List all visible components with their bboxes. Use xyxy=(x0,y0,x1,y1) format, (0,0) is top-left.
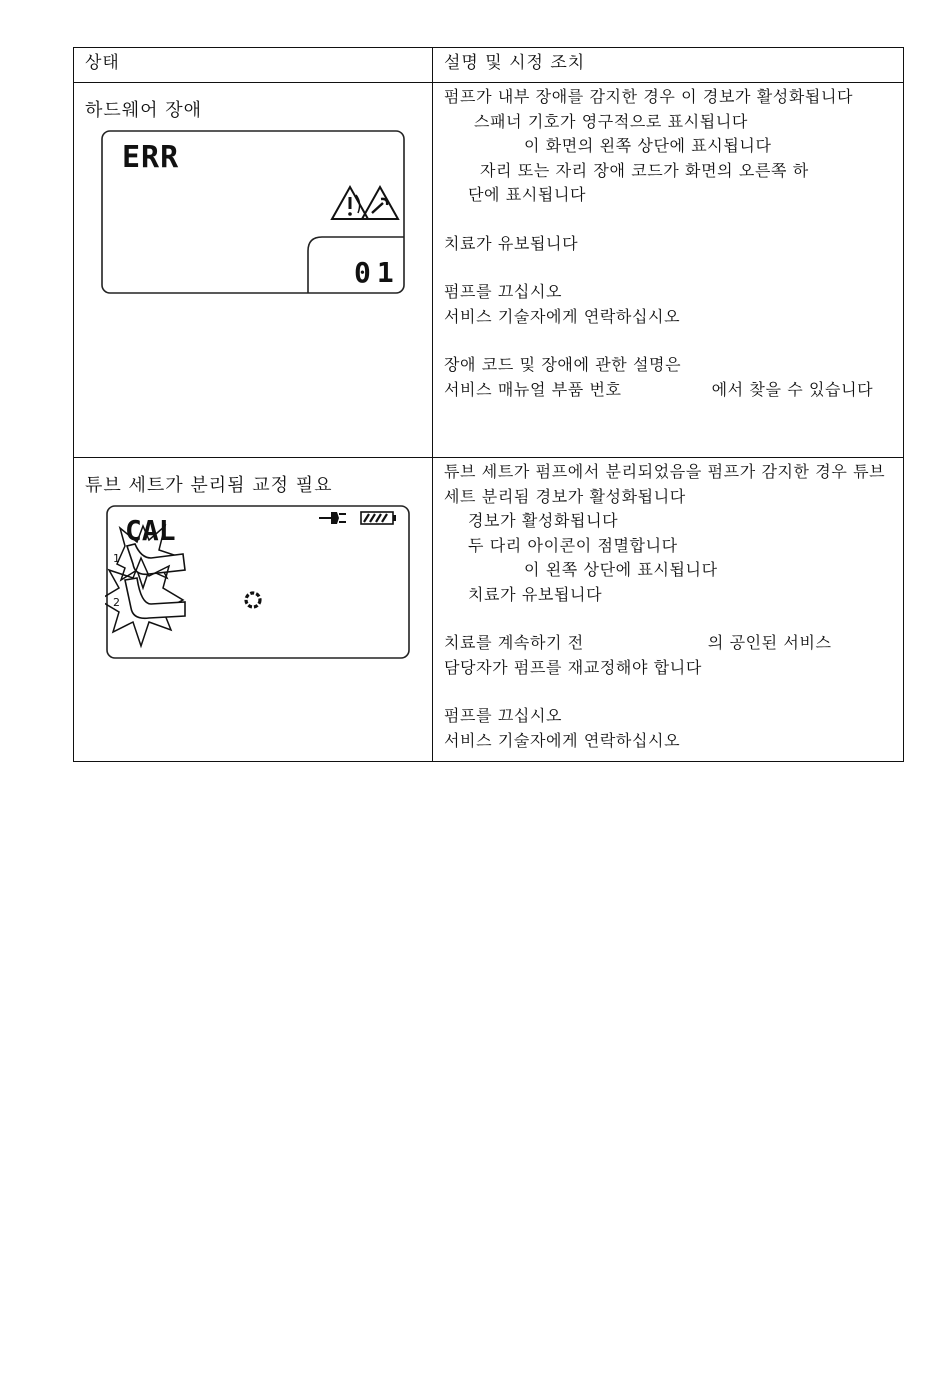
leg-label-2: 2 xyxy=(113,596,120,609)
desc-line-group xyxy=(444,631,895,656)
desc-line-group xyxy=(444,378,895,403)
lcd-fault-number: 01 xyxy=(354,256,400,289)
lcd-code-text: CAL xyxy=(125,514,176,547)
condition-title: 튜브 세트가 분리됨 교정 필요 xyxy=(85,475,333,496)
condition-title: 하드웨어 장애 xyxy=(85,100,203,121)
desc-line: 이 화면의 왼쪽 상단에 표시됩니다 xyxy=(524,136,772,155)
desc-line: 서비스 매뉴얼 부품 번호 xyxy=(444,379,622,399)
status-table xyxy=(73,47,904,762)
desc-line: 두 다리 아이콘이 점멸합니다 xyxy=(468,535,678,555)
lcd-code-text: ERR xyxy=(122,140,180,175)
desc-line: 장애 코드 및 장애에 관한 설명은 xyxy=(444,355,682,374)
desc-line: 담당자가 펌프를 재교정해야 합니다 xyxy=(444,657,702,677)
desc-line: 치료가 유보됩니다 xyxy=(468,584,603,604)
desc-line: 펌프를 끄십시오 xyxy=(444,282,563,301)
desc-line: 의 공인된 서비스 xyxy=(707,633,832,652)
header-condition: 상태 xyxy=(74,48,433,83)
desc-line: 튜브 세트가 펌프에서 분리되었음을 펌프가 감지한 경우 튜브 세트 분리됨 경보가 활성화됩니다 xyxy=(444,462,886,506)
table-header-row xyxy=(74,48,904,83)
lcd-display-tube-set-disconnected xyxy=(105,504,415,664)
condition-cell xyxy=(74,458,433,762)
condition-cell xyxy=(74,83,433,458)
header-description: 설명 및 시정 조치 xyxy=(433,48,904,83)
desc-line: 서비스 기술자에게 연락하십시오 xyxy=(444,730,681,750)
description-cell xyxy=(433,458,904,762)
table-row xyxy=(74,458,904,762)
table-row xyxy=(74,83,904,458)
lcd-display-hardware-failure xyxy=(100,129,410,299)
desc-line: 펌프를 끄십시오 xyxy=(444,706,563,725)
desc-line: 치료를 계속하기 전 xyxy=(444,633,584,652)
desc-line: 단에 표시됩니다 xyxy=(468,185,587,204)
desc-line: 자리 또는 자리 장애 코드가 화면의 오른쪽 하 xyxy=(480,160,809,180)
desc-line: 에서 찾을 수 있습니다 xyxy=(711,379,874,399)
desc-line: 스패너 기호가 영구적으로 표시됩니다 xyxy=(474,111,748,131)
desc-line: 치료가 유보됩니다 xyxy=(444,233,579,253)
desc-line: 펌프가 내부 장애를 감지한 경우 이 경보가 활성화됩니다 xyxy=(444,87,854,106)
desc-line: 경보가 활성화됩니다 xyxy=(468,511,619,530)
desc-line: 이 왼쪽 상단에 표시됩니다 xyxy=(524,560,718,579)
leg-label-1: 1 xyxy=(113,552,120,565)
description-cell xyxy=(433,83,904,458)
desc-line: 서비스 기술자에게 연락하십시오 xyxy=(444,306,681,326)
